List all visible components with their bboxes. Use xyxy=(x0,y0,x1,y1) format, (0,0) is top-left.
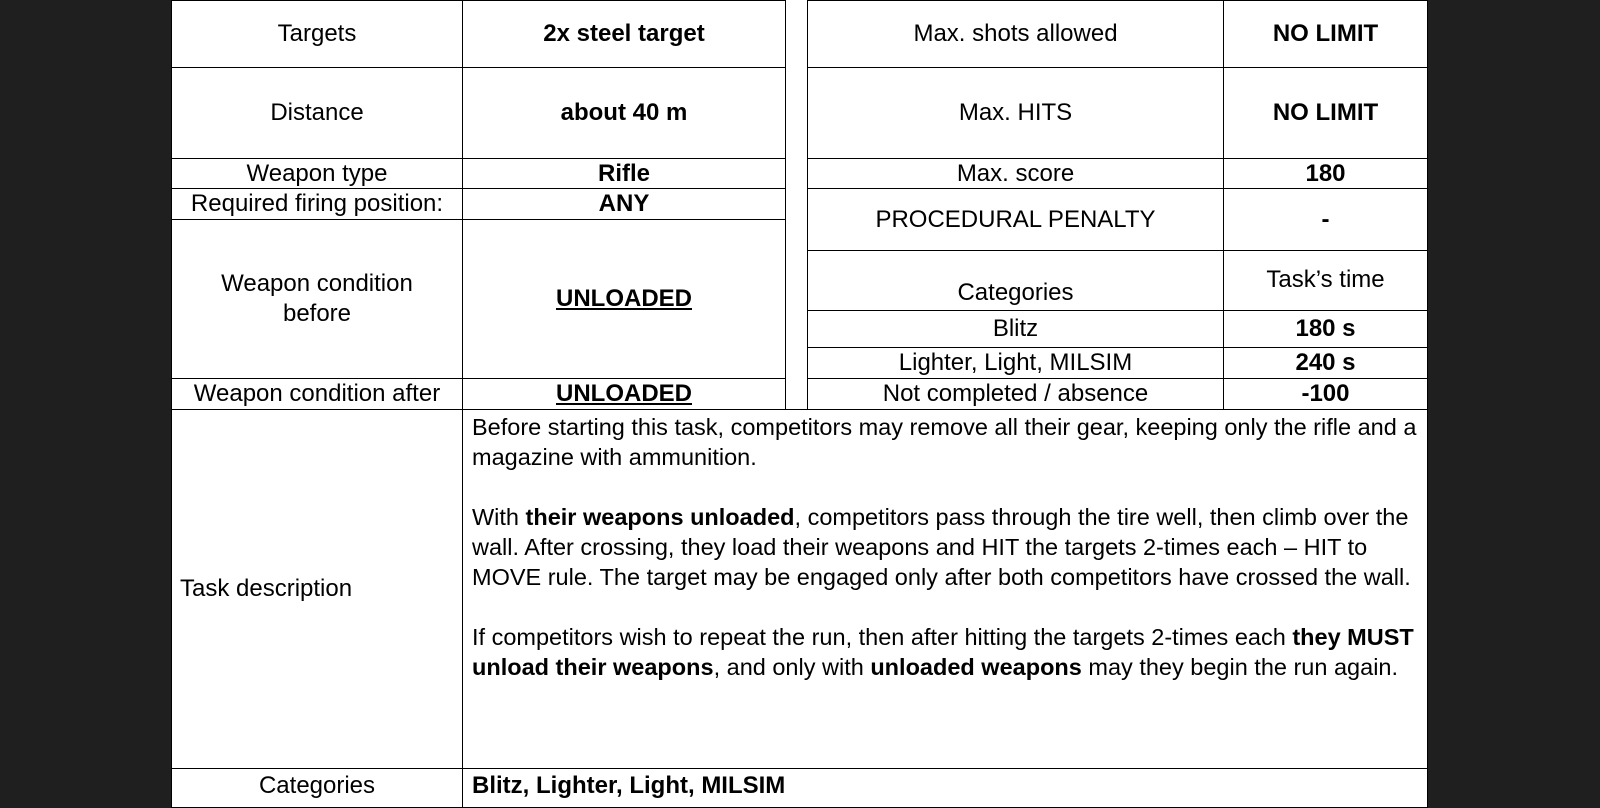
p3-bold-must-unload: they MUST unload their weapons xyxy=(472,624,1414,680)
p3-text-a: If competitors wish to repeat the run, then after hitting the targets 2-times each xyxy=(472,624,1293,650)
task-description-text xyxy=(462,409,1428,769)
task-time-header: Task’s time xyxy=(1223,250,1428,311)
max-score-label: Max. score xyxy=(807,158,1224,189)
max-hits-label: Max. HITS xyxy=(807,67,1224,159)
time-category-blitz: Blitz xyxy=(807,310,1224,348)
distance-label: Distance xyxy=(171,67,463,159)
time-value-absence: -100 xyxy=(1223,378,1428,410)
time-value-blitz: 180 s xyxy=(1223,310,1428,348)
time-category-lighter: Lighter, Light, MILSIM xyxy=(807,347,1224,379)
p3-text-e: may they begin the run again. xyxy=(1081,654,1399,680)
distance-value: about 40 m xyxy=(462,67,786,159)
procedural-penalty-label: PROCEDURAL PENALTY xyxy=(807,188,1224,251)
categories-label: Categories xyxy=(171,768,463,808)
task-sheet xyxy=(171,0,1428,800)
description-paragraph-1: Before starting this task, competitors may remove all their gear, keeping only the rifle and a magazine with ammunition. xyxy=(472,414,1417,470)
max-score-value: 180 xyxy=(1223,158,1428,189)
targets-value: 2x steel target xyxy=(462,0,786,68)
weapon-type-label: Weapon type xyxy=(171,158,463,189)
firing-position-label: Required firing position: xyxy=(171,188,463,220)
p3-text-c: , and only with xyxy=(713,654,871,680)
condition-after-label: Weapon condition after xyxy=(171,378,463,410)
weapon-type-value: Rifle xyxy=(462,158,786,189)
time-category-absence: Not completed / absence xyxy=(807,378,1224,410)
targets-label: Targets xyxy=(171,0,463,68)
procedural-penalty-value: - xyxy=(1223,188,1428,251)
p2-bold-unloaded: their weapons unloaded xyxy=(525,504,795,530)
condition-before-value: UNLOADED xyxy=(462,219,786,379)
time-value-lighter: 240 s xyxy=(1223,347,1428,379)
firing-position-value: ANY xyxy=(462,188,786,220)
max-shots-label: Max. shots allowed xyxy=(807,0,1224,68)
p2-text-c: , competitors pass through the tire well, then climb over the wall. After crossing, they load their weapons and HIT the targets 2-times each – HIT to MOVE rule. The target may be engaged only after both competitors have crossed the wall. xyxy=(472,504,1411,590)
p2-text-a: With xyxy=(472,504,526,530)
condition-after-value: UNLOADED xyxy=(462,378,786,410)
task-description-label: Task description xyxy=(171,409,463,769)
condition-before-label: Weapon condition before xyxy=(171,219,463,379)
max-hits-value: NO LIMIT xyxy=(1223,67,1428,159)
p3-bold-unloaded-weapons: unloaded weapons xyxy=(870,654,1082,680)
max-shots-value: NO LIMIT xyxy=(1223,0,1428,68)
description-paragraph-3 xyxy=(472,622,1419,682)
categories-header: Categories xyxy=(807,250,1224,311)
categories-value: Blitz, Lighter, Light, MILSIM xyxy=(462,768,1428,808)
description-paragraph-2 xyxy=(472,502,1419,592)
